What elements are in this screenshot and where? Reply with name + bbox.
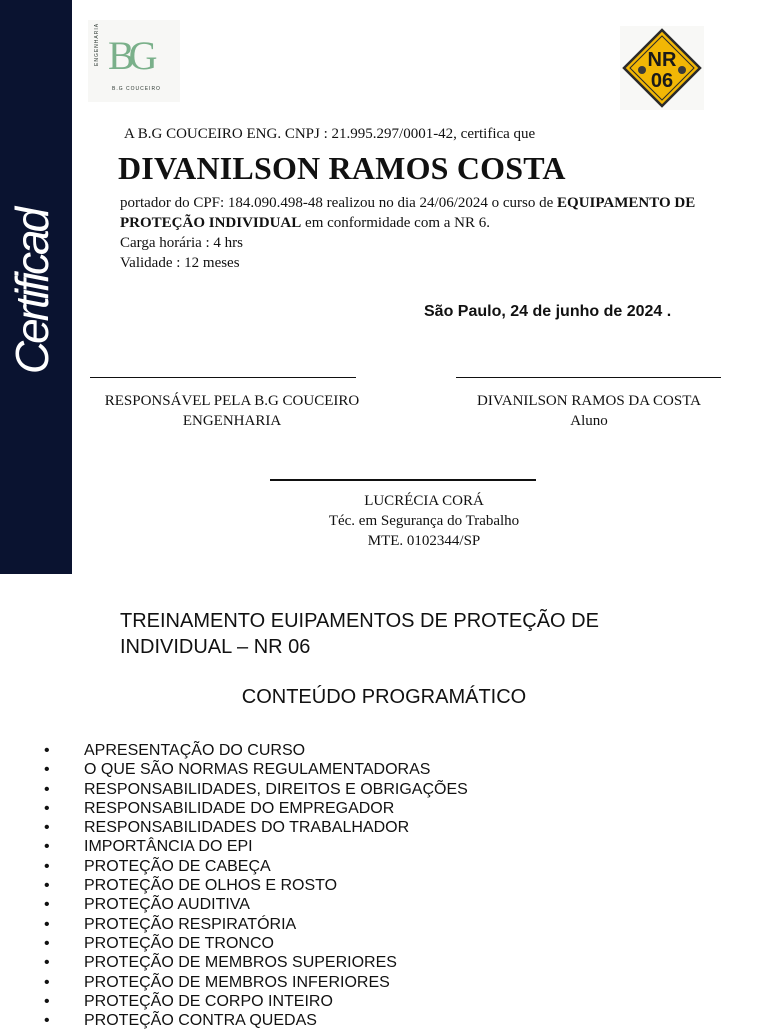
list-item: • PROTEÇÃO CONTRA QUEDAS [44, 1012, 317, 1030]
list-item: • PROTEÇÃO AUDITIVA [44, 896, 250, 914]
bullet-icon: • [44, 1012, 50, 1030]
topic-list [44, 741, 468, 1030]
bullet-icon: • [44, 742, 50, 759]
technician-registry: MTE. 0102344/SP [367, 533, 481, 549]
student-sig-line2: Aluno [570, 413, 608, 429]
technician-signature-line [270, 479, 536, 481]
technician-signature-block [274, 491, 574, 551]
bullet-icon: • [44, 799, 50, 817]
badge-line1: NR [647, 49, 677, 71]
city-date: São Paulo, 24 de junho de 2024 . [424, 303, 672, 320]
program-title: TREINAMENTO EUIPAMENTOS DE PROTEÇÃO DE INDIVIDUAL – NR 06 [120, 610, 599, 658]
body-part2: em conformidade com a NR 6. [301, 215, 490, 231]
list-item: • PROTEÇÃO DE CORPO INTEIRO [44, 992, 333, 1010]
bullet-icon: • [44, 780, 50, 798]
list-item: • PROTEÇÃO DE MEMBROS INFERIORES [44, 973, 390, 991]
bullet-icon: • [44, 838, 50, 856]
side-band [0, 0, 72, 574]
logo-side-text: ENGENHARIA [94, 22, 100, 66]
bullet-icon: • [44, 761, 50, 779]
bullet-icon: • [44, 973, 50, 991]
nr06-badge-icon [620, 26, 704, 110]
company-sig-line1: RESPONSÁVEL PELA B.G COUCEIRO [104, 393, 360, 409]
workload: Carga horária : 4 hrs [120, 235, 244, 251]
company-sig-line2: ENGENHARIA [182, 413, 282, 429]
bullet-icon: • [44, 857, 50, 875]
badge-line2: 06 [650, 70, 674, 92]
company-logo [88, 20, 180, 102]
list-item: • RESPONSABILIDADES, DIREITOS E OBRIGAÇÕES [44, 780, 468, 798]
list-item: • RESPONSABILIDADE DO EMPREGADOR [44, 799, 395, 817]
student-name: DIVANILSON RAMOS COSTA [118, 150, 566, 186]
list-item: • IMPORTÂNCIA DO EPI [44, 838, 253, 856]
course-name: EQUIPAMENTO DE PROTEÇÃO INDIVIDUAL [120, 195, 696, 231]
company-signature-block [82, 391, 382, 431]
logo-under-text: B.G COUCEIRO [112, 86, 161, 92]
list-item: • RESPONSABILIDADES DO TRABALHADOR [44, 819, 410, 837]
list-item: • APRESENTAÇÃO DO CURSO [44, 742, 306, 759]
technician-name: LUCRÉCIA CORÁ [364, 493, 484, 509]
logo-monogram: BG [108, 33, 152, 78]
program-heading: CONTEÚDO PROGRAMÁTICO [241, 686, 527, 708]
body-part1: portador do CPF: 184.090.498-48 realizou no dia 24/06/2024 o curso de [120, 195, 558, 211]
certificate-side-word: Certificad [6, 209, 58, 375]
bullet-icon: • [44, 915, 50, 933]
bullet-icon: • [44, 934, 50, 952]
list-item: • PROTEÇÃO DE CABEÇA [44, 857, 271, 875]
certificate-body [120, 193, 720, 273]
validity: Validade : 12 meses [120, 255, 240, 271]
bullet-icon: • [44, 877, 50, 895]
bullet-icon: • [44, 954, 50, 972]
list-item: • PROTEÇÃO RESPIRATÓRIA [44, 915, 297, 933]
list-item: • PROTEÇÃO DE TRONCO [44, 934, 274, 952]
list-item: • O QUE SÃO NORMAS REGULAMENTADORAS [44, 761, 431, 779]
bullet-icon: • [44, 992, 50, 1010]
certificate-intro: A B.G COUCEIRO ENG. CNPJ : 21.995.297/0001-42, certifica que [124, 126, 536, 142]
list-item: • PROTEÇÃO DE MEMBROS SUPERIORES [44, 954, 397, 972]
technician-role: Téc. em Segurança do Trabalho [328, 513, 520, 529]
student-signature-line [456, 377, 721, 378]
bullet-icon: • [44, 819, 50, 837]
company-signature-line [90, 377, 356, 378]
student-sig-line1: DIVANILSON RAMOS DA COSTA [477, 393, 701, 409]
list-item: • PROTEÇÃO DE OLHOS E ROSTO [44, 877, 338, 895]
bullet-icon: • [44, 896, 50, 914]
student-signature-block [440, 391, 738, 431]
